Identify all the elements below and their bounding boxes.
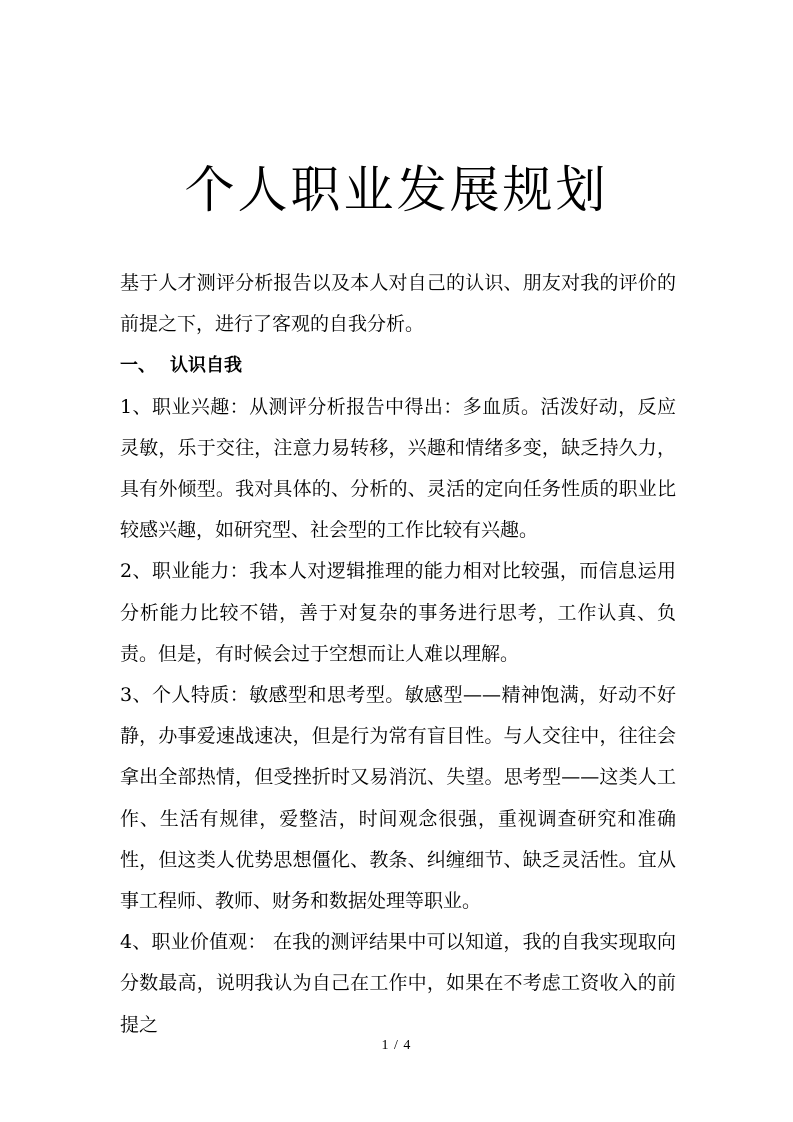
document-body [120,263,676,1046]
intro-paragraph: 基于人才测评分析报告以及本人对自己的认识、朋友对我的评价的前提之下，进行了客观的自我分析。 [120,272,676,336]
paragraph-values: 4、职业价值观： 在我的测评结果中可以知道，我的自我实现取向分数最高，说明我认为自己在工作中，如果在不考虑工资收入的前提之 [120,931,676,1036]
paragraph-ability: 2、职业能力：我本人对逻辑推理的能力相对比较强，而信息运用分析能力比较不错，善于对复杂的事务进行思考，工作认真、负责。但是，有时候会过于空想而让人难以理解。 [120,560,676,665]
section-heading-text: 认识自我 [170,355,242,377]
document-title: 个人职业发展规划 [184,161,609,219]
section-heading [120,345,676,386]
page-number: 1 / 4 [381,1038,412,1053]
section-number: 一、 [120,355,156,377]
paragraph-traits: 3、个人特质：敏感型和思考型。敏感型——精神饱满，好动不好静，办事爱速战速决，但是行为常有盲目性。与人交往中，往往会拿出全部热情，但受挫折时又易消沉、失望。思考型——这类人工作、生活有规律，爱整洁，时间观念很强，重视调查研究和准确性，但这类人优势思想僵化、教条、纠缠细节、缺乏灵活性。宜从事工程师、教师、财务和数据处理等职业。 [120,684,676,913]
paragraph-interest: 1、职业兴趣：从测评分析报告中得出：多血质。活泼好动，反应灵敏，乐于交往，注意力易转移，兴趣和情绪多变，缺乏持久力，具有外倾型。我对具体的、分析的、灵活的定向任务性质的职业比较感兴趣，如研究型、社会型的工作比较有兴趣。 [120,395,676,542]
